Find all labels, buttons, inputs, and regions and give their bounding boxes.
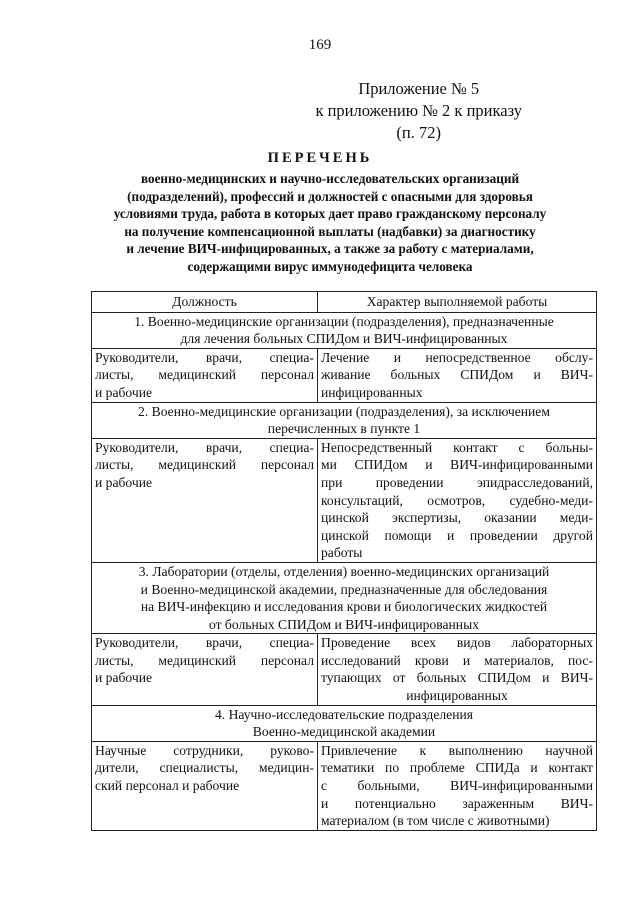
document-title: ПЕРЕЧЕНЬ [267, 150, 373, 166]
subtitle-line: (подразделений), профессий и должностей с опасными для здоровья [127, 188, 533, 204]
appendix-line: (п. 72) [396, 123, 441, 142]
subtitle-line: на получение компенсационной выплаты (надбавки) за диагностику [124, 223, 536, 239]
position-cell: Руководители, врачи, специа- листы, медицинский персонал и рабочие [92, 348, 318, 402]
table-header-row [92, 292, 597, 313]
subtitle-line: военно-медицинских и научно-исследовательских организаций [140, 171, 520, 186]
section-title: 1. Военно-медицинские организации (подразделения), предназначенные для лечения больных СПИДом и ВИЧ-инфицированных [92, 312, 597, 348]
document-subtitle [60, 170, 600, 276]
subtitle-line: и лечение ВИЧ-инфицированных, а также за работу с материалами, [126, 241, 534, 257]
positions-table [91, 291, 597, 831]
appendix-line: Приложение № 5 [358, 79, 480, 98]
appendix-reference [315, 78, 522, 144]
appendix-line: к приложению № 2 к приказу [315, 101, 522, 120]
page-number: 169 [308, 37, 332, 53]
work-cell: Проведение всех видов лабораторных исследований крови и материалов, пос- тупающих от больных СПИДом и ВИЧ- инфицированных [318, 634, 597, 705]
header-work: Характер выполняемой работы [318, 292, 597, 313]
section-title: 4. Научно-исследовательские подразделения Военно-медицинской академии [92, 705, 597, 741]
section-title: 2. Военно-медицинские организации (подразделения), за исключением перечисленных в пункте 1 [92, 402, 597, 438]
section-row [92, 562, 597, 633]
table-row [92, 634, 597, 705]
table-row [92, 741, 597, 830]
position-cell: Руководители, врачи, специа- листы, медицинский персонал и рабочие [92, 634, 318, 705]
table-row [92, 438, 597, 562]
work-cell: Непосредственный контакт с больны- ми СПИДом и ВИЧ-инфицированными при проведении эпидрасследований, консультаций, осмотров, судебно-меди- цинской экспертизы, оказании меди- цинской помощи и проведении другой работы [318, 438, 597, 562]
table-row [92, 348, 597, 402]
section-row [92, 705, 597, 741]
work-cell: Лечение и непосредственное обслу- живание больных СПИДом и ВИЧ- инфицированных [318, 348, 597, 402]
position-cell: Научные сотрудники, руково- дители, специалисты, медицин- ский персонал и рабочие [92, 741, 318, 830]
header-position: Должность [92, 292, 318, 313]
subtitle-line: условиями труда, работа в которых дает право гражданскому персоналу [113, 206, 547, 222]
section-row [92, 312, 597, 348]
work-cell: Привлечение к выполнению научной тематики по проблеме СПИДа и контакт с больными, ВИЧ-инфицированными и потенциально зараженным ВИЧ- материалом (в том числе с животными) [318, 741, 597, 830]
position-cell: Руководители, врачи, специа- листы, медицинский персонал и рабочие [92, 438, 318, 562]
section-title: 3. Лаборатории (отделы, отделения) военно-медицинских организаций и Военно-медицинской академии, предназначенные для обследования на ВИЧ-инфекцию и исследования крови и биологических жидкостей от больных СПИДом и ВИЧ-инфицированных [92, 562, 597, 633]
subtitle-line: содержащими вирус иммунодефицита человека [187, 258, 473, 274]
section-row [92, 402, 597, 438]
